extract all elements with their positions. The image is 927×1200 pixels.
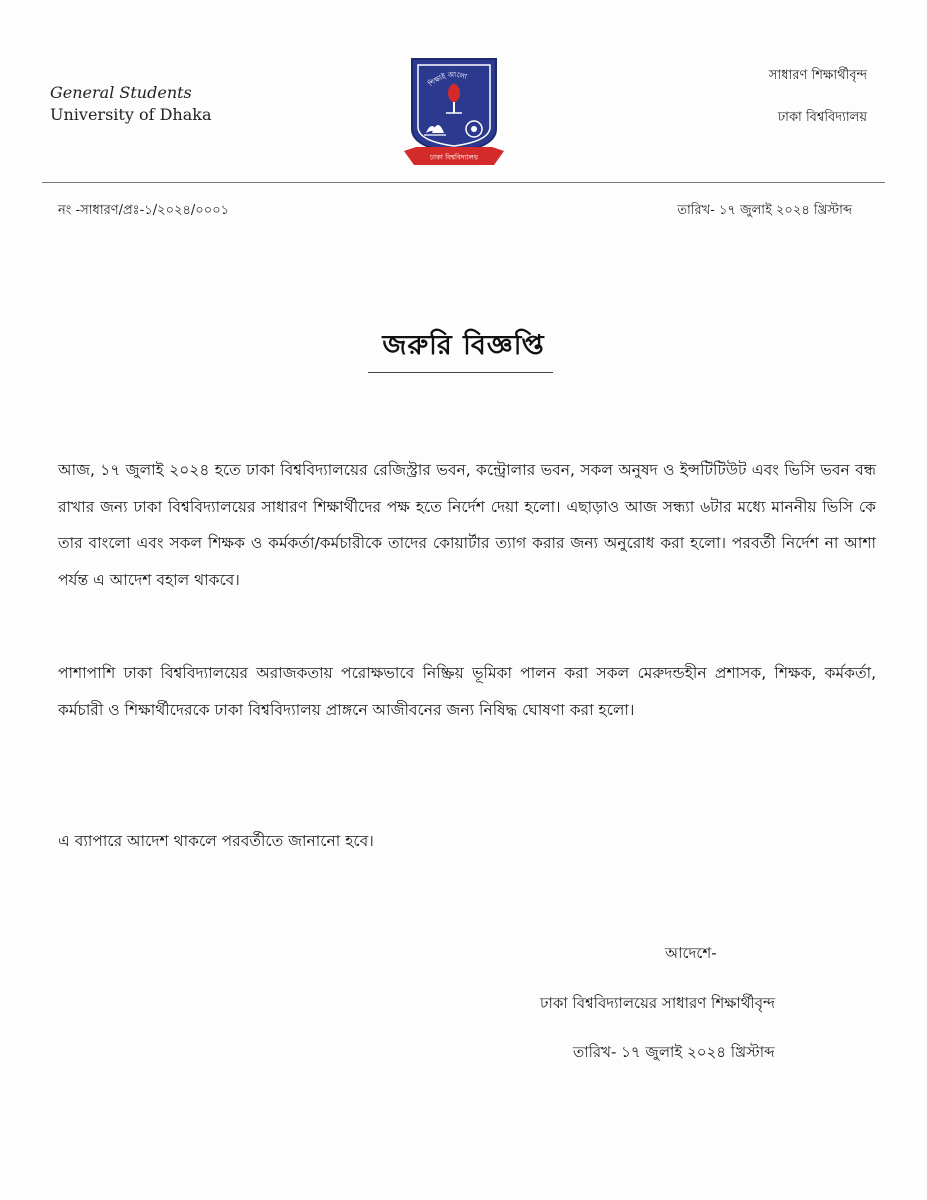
crest-motto: শিক্ষাই আলো [427, 70, 468, 89]
reference-number: নং -সাধারণ/প্রঃ-১/২০২৪/০০০১ [58, 203, 230, 218]
university-name-en: University of Dhaka [50, 105, 212, 124]
body-paragraph-3: এ ব্যাপারে আদেশ থাকলে পরবর্তীতে জানানো হবে। [58, 832, 374, 850]
org-name-en: General Students [50, 83, 192, 102]
crest-ribbon-text: ঢাকা বিশ্ববিদ্যালয় [429, 153, 479, 162]
body-paragraph-1: আজ, ১৭ জুলাই ২০২৪ হতে ঢাকা বিশ্ববিদ্যালয়ের রেজিস্ট্রার ভবন, কন্ট্রোলার ভবন, সকল অনুষদ ও ইন্সটিটিউট এবং ভিসি ভবন বন্ধ রাখার জন্য ঢাকা বিশ্ববিদ্যালয়ের সাধারণ শিক্ষার্থীদের পক্ষ হতে নির্দেশ দেয়া হলো। এছাড়াও আজ সন্ধ্যা ৬টার মধ্যে মাননীয় ভিসি কে তার বাংলো এবং সকল শিক্ষক ও কর্মকর্তা/কর্মচারীকে তাদের কোয়ার্টার ত্যাগ করার জন্য অনুরোধ করা হলো। পরবর্তী নির্দেশ না আশা পর্যন্ত এ আদেশ বহাল থাকবে। [58, 461, 876, 589]
title-underline [368, 372, 553, 373]
header-right-bangla [769, 66, 867, 150]
body-paragraph-2: পাশাপাশি ঢাকা বিশ্ববিদ্যালয়ের অরাজকতায় পরোক্ষভাবে নিষ্ক্রিয় ভূমিকা পালন করা সকল মেরুদন্ডহীন প্রশাসক, শিক্ষক, কর্মকর্তা, কর্মচারী ও শিক্ষার্থীদেরকে ঢাকা বিশ্ববিদ্যালয় প্রাঙ্গনে আজীবনের জন্য নিষিদ্ধ ঘোষণা করা হলো। [58, 664, 876, 719]
header-divider [42, 182, 885, 183]
university-name-bn: ঢাকা বিশ্ববিদ্যালয় [777, 110, 867, 125]
signature-issuer: ঢাকা বিশ্ববিদ্যালয়ের সাধারণ শিক্ষার্থীবৃন্দ [540, 994, 776, 1012]
dhaka-university-crest-logo [402, 55, 506, 171]
signature-date: তারিখ- ১৭ জুলাই ২০২৪ খ্রিস্টাব্দ [573, 1043, 775, 1061]
crest-flame-icon [448, 84, 460, 102]
signature-order-label: আদেশে- [665, 944, 717, 962]
header-left-english [50, 82, 212, 126]
issue-date: তারিখ- ১৭ জুলাই ২০২৪ খ্রিস্টাব্দ [677, 203, 852, 218]
notice-title: জরুরি বিজ্ঞপ্তি [382, 330, 545, 361]
org-name-bn: সাধারণ শিক্ষার্থীবৃন্দ [768, 68, 867, 83]
